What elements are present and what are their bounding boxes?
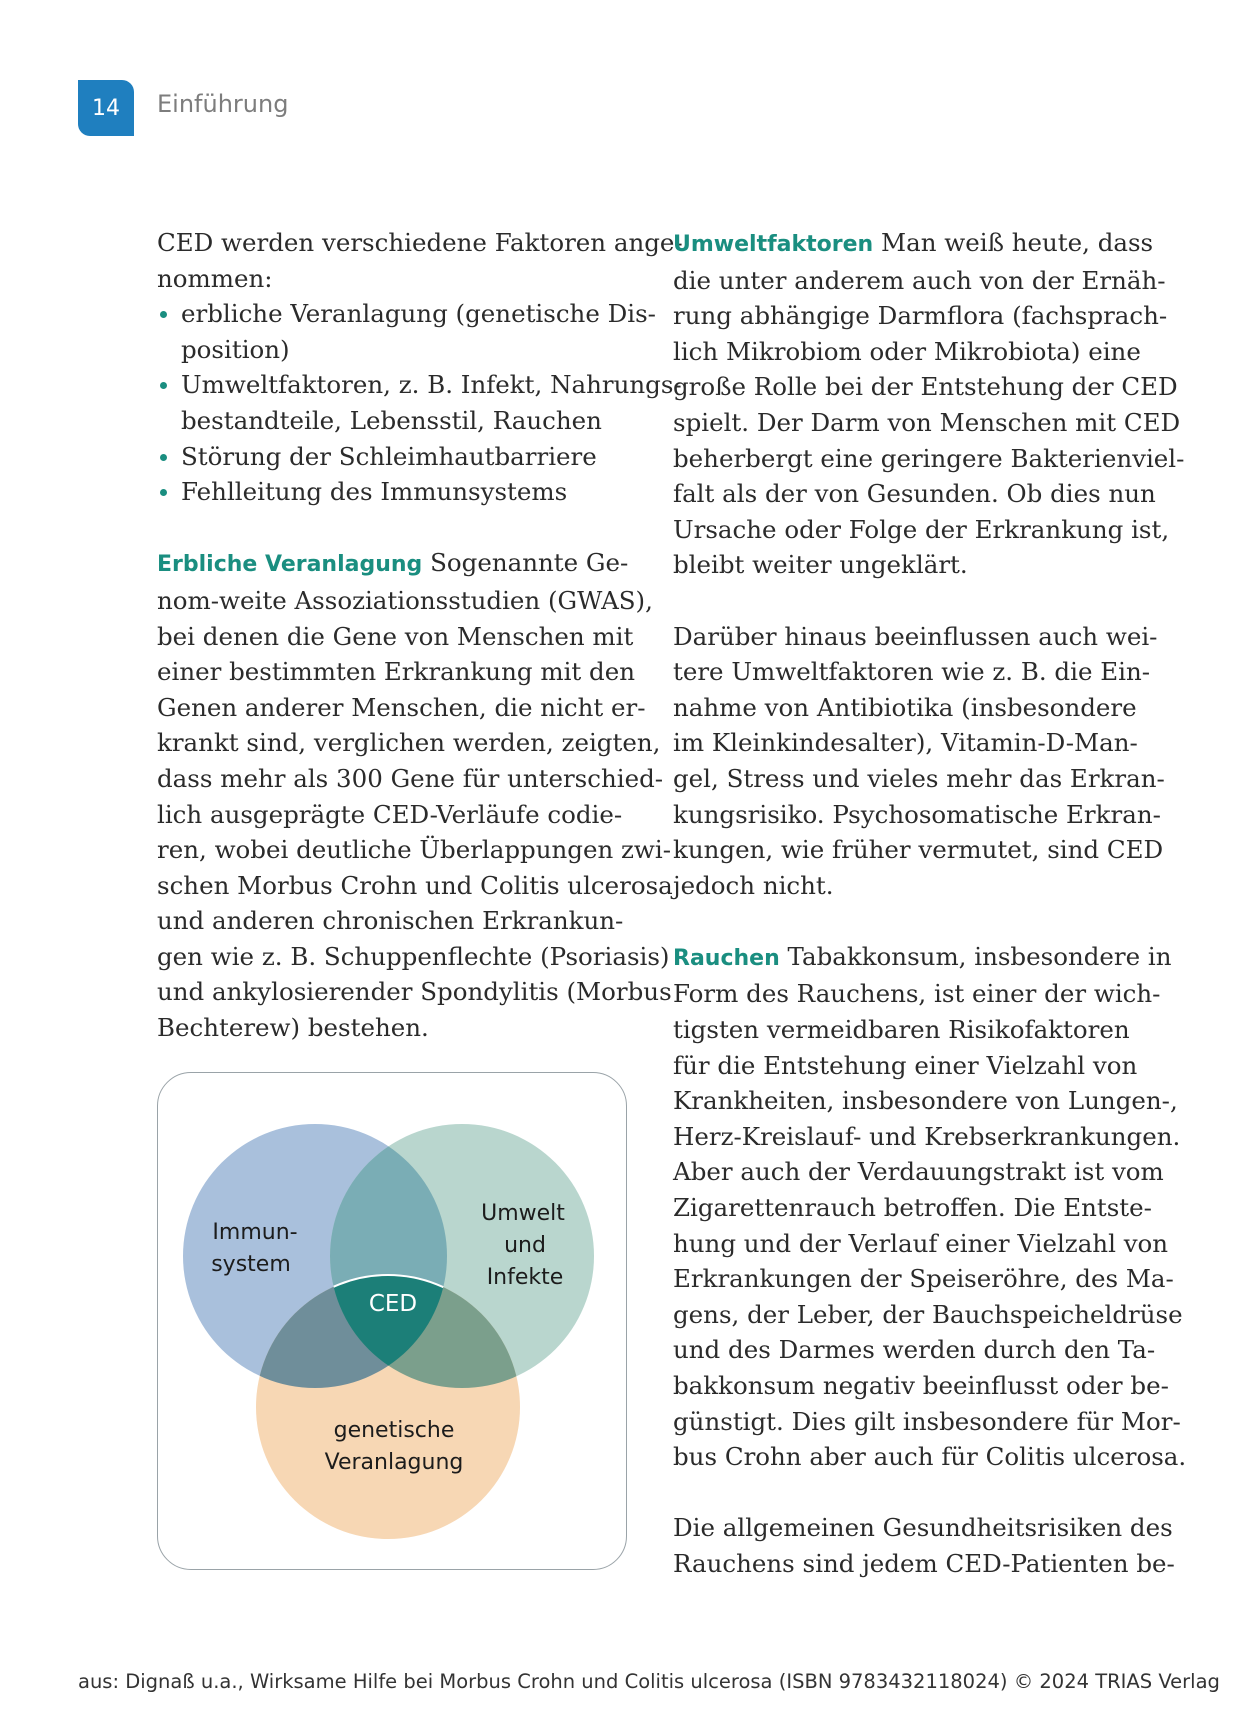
text-line: beherbergt eine geringere Bakterienviel- [673,443,1185,473]
text-line: große Rolle bei der Entstehung der CED [673,372,1178,402]
text-line: bus Crohn aber auch für Colitis ulcerosa. [673,1442,1187,1472]
text-line: jedoch nicht. [673,870,834,900]
text-line: kungsrisiko. Psychosomatische Erkran- [673,799,1161,829]
list-item [157,474,630,510]
text-line: Aber auch der Verdauungstrakt ist vom [673,1157,1164,1187]
text-line: Genen anderer Menschen, die nicht er- [157,692,646,722]
text-line: Bechterew) bestehen. [157,1013,429,1043]
text-line: rung abhängige Darmflora (fachsprach- [673,301,1168,331]
heading-rauchen: Rauchen [673,945,780,971]
paragraph-darueber-hinaus [673,619,1165,904]
paragraph-first-line [673,225,1154,263]
text-line: Zigarettenrauch betroffen. Die Entste- [673,1193,1152,1223]
text-run: Sogenannte Ge- [430,548,629,578]
text-line: hung und der Verlauf einer Vielzahl von [673,1228,1169,1258]
list-item [157,439,630,475]
heading-umweltfaktoren: Umweltfaktoren [673,232,874,257]
text-line: günstigt. Dies gilt insbesondere für Mor- [673,1406,1181,1436]
text-line: gen wie z. B. Schuppenflechte (Psoriasis) [157,941,670,971]
venn-diagram-box [157,1072,627,1570]
venn-label-umwelt-3: Infekte [486,1265,564,1290]
text-line: lich Mikrobiom oder Mikrobiota) eine [673,336,1141,366]
text-line: gel, Stress und vieles mehr das Erkran- [673,763,1165,793]
text-run: Man weiß heute, dass [881,228,1154,257]
paragraph-first-line [157,545,630,583]
text-line: nom-weite Assoziationsstudien (GWAS), [157,585,653,615]
venn-label-genetisch-2: Veranlagung [324,1450,464,1475]
venn-label-immun-1: Immun- [212,1220,298,1245]
text-line: nahme von Antibiotika (insbesondere [673,692,1137,722]
text-line: kungen, wie früher vermutet, sind CED [673,835,1164,865]
text-run: Tabakkonsum, insbesondere in [787,941,1172,971]
text-line: bakkonsum negativ beeinflusst oder be- [673,1371,1169,1400]
text-line: die unter anderem auch von der Ernäh- [673,265,1166,295]
text-line: nommen: [157,263,273,293]
text-line: position) [181,334,290,364]
text-line: und des Darmes werden durch den Ta- [673,1335,1156,1365]
text-line: Die allgemeinen Gesundheitsrisiken des [673,1513,1173,1543]
text-line: Erkrankungen der Speiseröhre, des Ma- [673,1264,1174,1294]
text-line: dass mehr als 300 Gene für unterschied- [157,763,664,793]
text-line: CED werden verschiedene Faktoren ange- [157,228,683,257]
text-line: bestandteile, Lebensstil, Rauchen [181,405,602,435]
text-line: ren, wobei deutliche Überlappungen zwi- [157,835,672,865]
venn-label-ced: CED [368,1291,418,1317]
paragraph-allgemein [673,1510,1175,1581]
left-column [157,225,683,1046]
text-line: krankt sind, verglichen werden, zeigten, [157,728,661,758]
text-line: und anderen chronischen Erkrankun- [157,906,624,936]
text-line: bleibt weiter ungeklärt. [673,550,968,580]
paragraph-first-line [673,939,1172,977]
text-line: lich ausgeprägte CED-Verläufe codie- [157,799,623,829]
text-line: tere Umweltfaktoren wie z. B. die Ein- [673,657,1151,687]
right-column [673,225,1187,1582]
list-item [157,367,682,438]
text-line: tigsten vermeidbaren Risikofaktoren [673,1015,1130,1045]
text-line: Umweltfaktoren, z. B. Infekt, Nahrungs- [181,370,682,400]
venn-label-umwelt-1: Umwelt [481,1201,565,1226]
text-line: Form des Rauchens, ist einer der wich- [673,979,1161,1009]
text-line: bei denen die Gene von Menschen mit [157,621,634,651]
paragraph-rauchen [673,976,1187,1474]
text-line: Krankheiten, insbesondere von Lungen-, [673,1086,1178,1116]
text-line: falt als der von Gesunden. Ob dies nun [673,479,1156,509]
heading-erbliche-veranlagung: Erbliche Veranlagung [157,552,423,578]
paragraph-umweltfaktoren [673,263,1185,583]
text-line: für die Entstehung einer Vielzahl von [673,1050,1138,1080]
footer-citation: aus: Dignaß u.a., Wirksame Hilfe bei Morbus Crohn und Colitis ulcerosa (ISBN 9783432118024) © 2024 TRIAS Verlag [78,1670,1220,1693]
venn-label-genetisch-1: genetische [333,1418,455,1443]
section-title: Einführung [157,90,289,118]
text-line: und ankylosierender Spondylitis (Morbus [157,977,672,1007]
text-line: erbliche Veranlagung (genetische Dis- [181,299,656,329]
page-number: 14 [92,95,120,121]
paragraph-erbliche-veranlagung [157,583,673,1046]
text-line: Ursache oder Folge der Erkrankung ist, [673,514,1170,544]
page-number-badge [78,80,134,136]
text-line: Herz-Kreislauf- und Krebserkrankungen. [673,1121,1181,1151]
venn-label-umwelt-2: und [504,1233,546,1258]
text-line: schen Morbus Crohn und Colitis ulcerosa [157,870,673,900]
text-line: gens, der Leber, der Bauchspeicheldrüse [673,1299,1183,1329]
text-line: Rauchens sind jedem CED-Patienten be- [673,1548,1175,1578]
text-line: einer bestimmten Erkrankung mit den [157,657,636,687]
text-line: spielt. Der Darm von Menschen mit CED [673,407,1181,437]
text-line: Fehlleitung des Immunsystems [181,477,568,507]
text-line: im Kleinkindesalter), Vitamin-D-Man- [673,728,1138,758]
text-line: Darüber hinaus beeinflussen auch wei- [673,621,1158,651]
venn-diagram [158,1073,628,1571]
text-line: Störung der Schleimhautbarriere [181,441,597,471]
list-item [157,296,656,367]
venn-label-immun-2: system [211,1252,291,1277]
